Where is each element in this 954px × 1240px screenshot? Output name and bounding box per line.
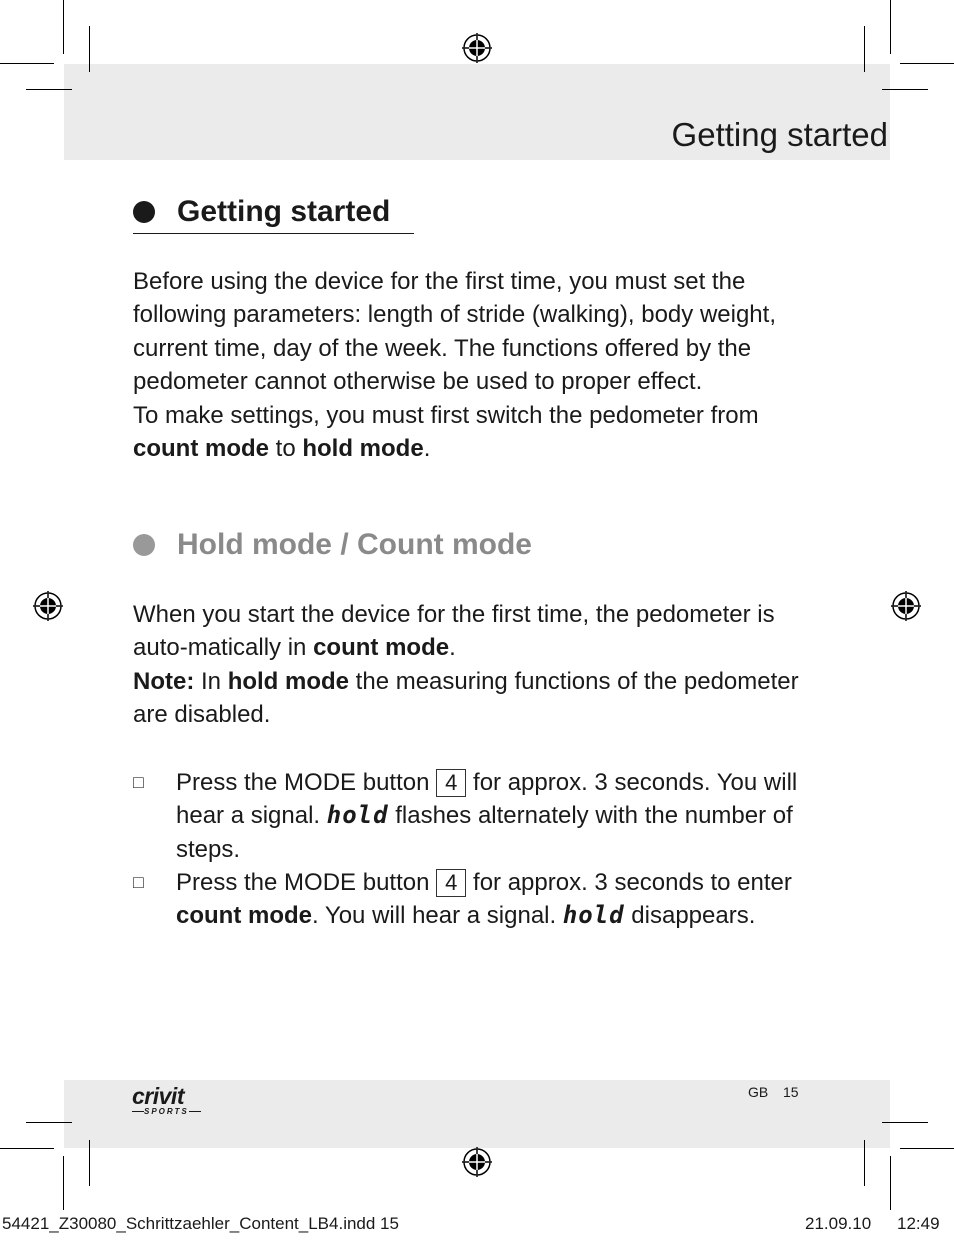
section-heading-getting-started: [133, 195, 414, 234]
mode-text: When you start the device for the first time, the pedometer is auto-matically in: [133, 601, 775, 662]
hold-mode-term: hold mode: [227, 667, 350, 695]
crop-mark: [882, 1122, 928, 1123]
settings-text: To make settings, you must first switch the pedometer from: [133, 401, 759, 429]
crop-mark: [0, 63, 54, 64]
checkbox-icon: □: [133, 772, 144, 792]
crop-mark: [63, 0, 64, 54]
crop-mark: [26, 89, 72, 90]
intro-text: Before using the device for the first time, you must set the following parameters: length of stride (walking), body weight, current time, day of the week. The functions offered by the pedometer cannot otherwise be used to proper effect.: [133, 268, 776, 396]
bullet-icon: [133, 201, 155, 223]
crop-mark: [882, 89, 928, 90]
brand-sub-text: SPORTS: [144, 1107, 189, 1116]
crop-mark: [890, 1156, 891, 1210]
slug-time: 12:49: [897, 1214, 940, 1233]
step-text-part: disappears.: [624, 902, 756, 930]
period-text: .: [423, 435, 431, 463]
count-mode-term: count mode: [133, 435, 269, 463]
page-header-title: Getting started: [671, 116, 888, 153]
registration-mark-icon: [462, 33, 492, 63]
step-text: [176, 866, 823, 933]
step-text-part: Press the MODE button: [176, 869, 437, 896]
registration-mark-icon: [891, 591, 921, 621]
crop-mark: [900, 63, 954, 64]
brand-name: crivit: [132, 1083, 184, 1109]
count-mode-term: count mode: [176, 902, 312, 930]
step-text-part: . You will hear a signal.: [312, 902, 563, 930]
step-text-part: for approx. 3 seconds. You will hear a signal.: [176, 769, 798, 830]
step-text-part: for approx. 3 seconds to enter: [466, 869, 792, 896]
crop-mark: [900, 1148, 954, 1149]
section-title: Getting started: [177, 195, 391, 228]
list-item: [133, 766, 823, 866]
crop-mark: [26, 1122, 72, 1123]
slug-filename: 54421_Z30080_Schrittzaehler_Content_LB4.indd 15: [2, 1214, 399, 1233]
step-text-part: Press the MODE button: [176, 769, 437, 796]
brand-sub: [132, 1107, 201, 1117]
key-number-badge: 4: [436, 769, 466, 797]
key-number-badge: 4: [436, 869, 466, 897]
list-item: [133, 866, 823, 933]
crop-mark: [864, 1140, 865, 1186]
note-text: the measuring functions of the pedometer are disabled.: [133, 667, 799, 729]
registration-mark-icon: [33, 591, 63, 621]
crop-mark: [864, 26, 865, 72]
checkbox-icon: □: [133, 872, 144, 892]
crivit-logo: [132, 1085, 201, 1117]
slug-date: 21.09.10: [805, 1214, 872, 1233]
crop-mark: [89, 26, 90, 72]
hold-mode-term: hold mode: [302, 435, 424, 463]
step-text: [176, 766, 823, 866]
mode-paragraph: [133, 598, 823, 732]
connector-text: to: [269, 435, 303, 463]
note-text: In: [194, 667, 228, 695]
count-mode-term: count mode: [313, 634, 450, 662]
language-code: GB: [748, 1084, 769, 1100]
bullet-icon: [133, 534, 155, 556]
lcd-hold-display: hold: [326, 801, 389, 830]
intro-paragraph: [133, 265, 823, 465]
period-text: .: [449, 634, 456, 662]
crop-mark: [63, 1156, 64, 1210]
step-text-part: flashes alternately with the number of steps.: [176, 802, 793, 863]
crop-mark: [89, 1140, 90, 1186]
section-title: Hold mode / Count mode: [177, 528, 532, 561]
registration-mark-icon: [462, 1147, 492, 1177]
page-number: 15: [783, 1084, 799, 1100]
lcd-hold-display: hold: [562, 901, 625, 930]
crop-mark: [890, 0, 891, 54]
note-label: Note:: [133, 667, 195, 695]
crop-mark: [0, 1148, 54, 1149]
section-heading-hold-count-mode: [133, 528, 532, 562]
